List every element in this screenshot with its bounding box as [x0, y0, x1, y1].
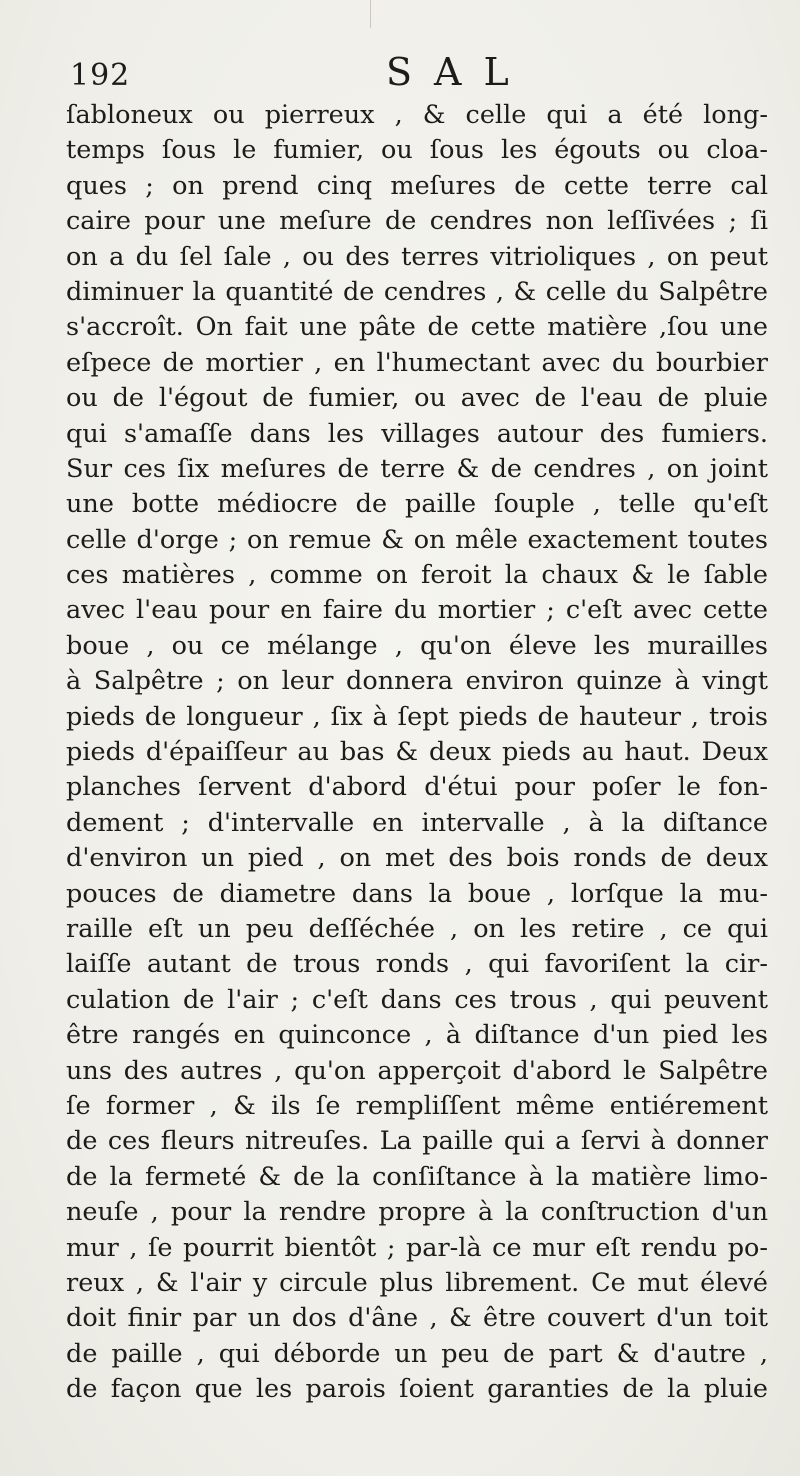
gutter-mark — [370, 0, 371, 28]
text-line: s'accroît. On fait une pâte de cette matière ,ſou une — [66, 312, 768, 343]
text-line: ces matières , comme on feroit la chaux & le ſable — [66, 560, 768, 591]
text-line: reux , & l'air y circule plus librement. Ce mut élevé — [66, 1267, 768, 1298]
text-line: boue , ou ce mélange , qu'on éleve les murailles — [66, 630, 768, 661]
text-line: pouces de diametre dans la boue , lorſque la mu- — [66, 878, 768, 909]
running-head — [70, 46, 768, 98]
text-line: à Salpêtre ; on leur donnera environ quinze à vingt — [66, 666, 768, 697]
text-line: celle d'orge ; on remue & on mêle exactement toutes — [66, 524, 768, 555]
text-line: être rangés en quinconce , à diſtance d'un pied les — [66, 1020, 768, 1051]
text-line: dement ; d'intervalle en intervalle , à la diſtance — [66, 807, 768, 838]
text-line: de ces fleurs nitreuſes. La paille qui a ſervi à donner — [66, 1126, 768, 1157]
text-line: qui s'amaſſe dans les villages autour des fumiers. — [66, 418, 768, 449]
text-line: caire pour une meſure de cendres non leſſivées ; ſi — [66, 206, 768, 237]
text-line: ques ; on prend cinq meſures de cette terre cal — [66, 170, 768, 201]
text-line: neuſe , pour la rendre propre à la conſtruction d'un — [66, 1197, 768, 1228]
text-line: mur , ſe pourrit bientôt ; par-là ce mur eſt rendu po- — [66, 1232, 768, 1263]
text-line: uns des autres , qu'on apperçoit d'abord le Salpêtre — [66, 1055, 768, 1086]
text-line: temps ſous le fumier, ou ſous les égouts ou cloa- — [66, 135, 768, 166]
text-line: pieds d'épaiſſeur au bas & deux pieds au haut. Deux — [66, 737, 768, 768]
text-line: planches ſervent d'abord d'étui pour poſer le fon- — [66, 772, 768, 803]
text-line: on a du ſel ſale , ou des terres vitrioliques , on peut — [66, 241, 768, 272]
text-line: ſe former , & ils ſe rempliſſent même entiérement — [66, 1090, 768, 1121]
text-line: une botte médiocre de paille ſouple , telle qu'eſt — [66, 489, 768, 520]
text-line: diminuer la quantité de cendres , & celle du Salpêtre — [66, 276, 768, 307]
text-line: de la fermeté & de la conſiſtance à la matière limo- — [66, 1161, 768, 1192]
body-text — [66, 98, 768, 1407]
text-line: d'environ un pied , on met des bois ronds de deux — [66, 843, 768, 874]
text-line: raille eſt un peu deſſéchée , on les retire , ce qui — [66, 913, 768, 944]
text-line: laiſſe autant de trous ronds , qui favoriſent la cir- — [66, 949, 768, 980]
page-number: 192 — [70, 58, 131, 93]
headword: SAL — [386, 50, 531, 94]
text-line: culation de l'air ; c'eſt dans ces trous , qui peuvent — [66, 984, 768, 1015]
text-line: de paille , qui déborde un peu de part & d'autre , — [66, 1338, 768, 1369]
text-line: eſpece de mortier , en l'humectant avec du bourbier — [66, 347, 768, 378]
text-line: ou de l'égout de fumier, ou avec de l'eau de pluie — [66, 383, 768, 414]
text-line: de façon que les parois ſoient garanties de la pluie — [66, 1374, 768, 1405]
text-line: doit finir par un dos d'âne , & être couvert d'un toit — [66, 1303, 768, 1334]
text-line: Sur ces ſix meſures de terre & de cendres , on joint — [66, 453, 768, 484]
text-line: pieds de longueur , ſix à ſept pieds de hauteur , trois — [66, 701, 768, 732]
text-line: ſabloneux ou pierreux , & celle qui a été long- — [66, 100, 768, 130]
text-line: avec l'eau pour en faire du mortier ; c'eſt avec cette — [66, 595, 768, 626]
